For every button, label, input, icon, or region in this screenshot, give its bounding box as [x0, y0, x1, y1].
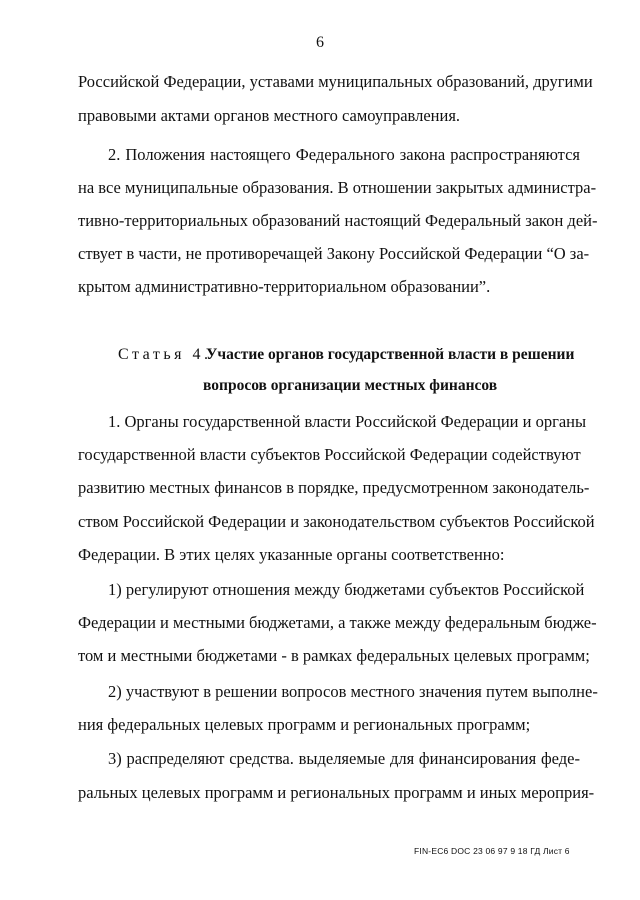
- text-line: ния федеральных целевых программ и региональных программ;: [78, 715, 531, 734]
- text-line: ствует в части, не противоречащей Закону Российской Федерации “О за-: [78, 244, 590, 263]
- article-title-cont: вопросов организации местных финансов: [203, 377, 498, 394]
- text-line: 1. Органы государственной власти Российской Федерации и органы: [108, 412, 587, 431]
- text-line: Федерации. В этих целях указанные органы соответственно:: [78, 545, 505, 564]
- text-line: Российской Федерации, уставами муниципальных образований, другими: [78, 72, 593, 91]
- text-line: развитию местных финансов в порядке, предусмотренном законодатель-: [78, 478, 590, 497]
- page-number: 6: [316, 34, 324, 51]
- text-line: ральных целевых программ и региональных программ и иных мероприя-: [78, 783, 595, 802]
- document-footer: FIN-EC6 DOC 23 06 97 9 18 ГД Лист 6: [414, 846, 570, 856]
- list-item-2: 2) участвуют в решении вопросов местного значения путем выполне-: [108, 682, 598, 701]
- text-line: крытом административно-территориальном образовании”.: [78, 277, 491, 296]
- text-line: том и местными бюджетами - в рамках федеральных целевых программ;: [78, 646, 590, 665]
- text-line: правовыми актами органов местного самоуправления.: [78, 106, 461, 125]
- text-line: на все муниципальные образования. В отношении закрытых администра-: [78, 178, 597, 197]
- text-line: Федерации и местными бюджетами, а также между федеральным бюдже-: [78, 613, 597, 632]
- text-line: тивно-территориальных образований настоящий Федеральный закон дей-: [78, 211, 598, 230]
- article-label: Статья 4.: [118, 346, 212, 363]
- text-line: 2. Положения настоящего Федерального закона распространяются: [108, 145, 580, 164]
- article-title: Участие органов государственной власти в решении: [206, 346, 575, 363]
- list-item-3: 3) распределяют средства. выделяемые для финансирования феде-: [108, 749, 580, 768]
- text-line: ством Российской Федерации и законодательством субъектов Российской: [78, 512, 595, 531]
- text-line: государственной власти субъектов Российской Федерации содействуют: [78, 445, 581, 464]
- list-item-1: 1) регулируют отношения между бюджетами субъектов Российской: [108, 580, 585, 599]
